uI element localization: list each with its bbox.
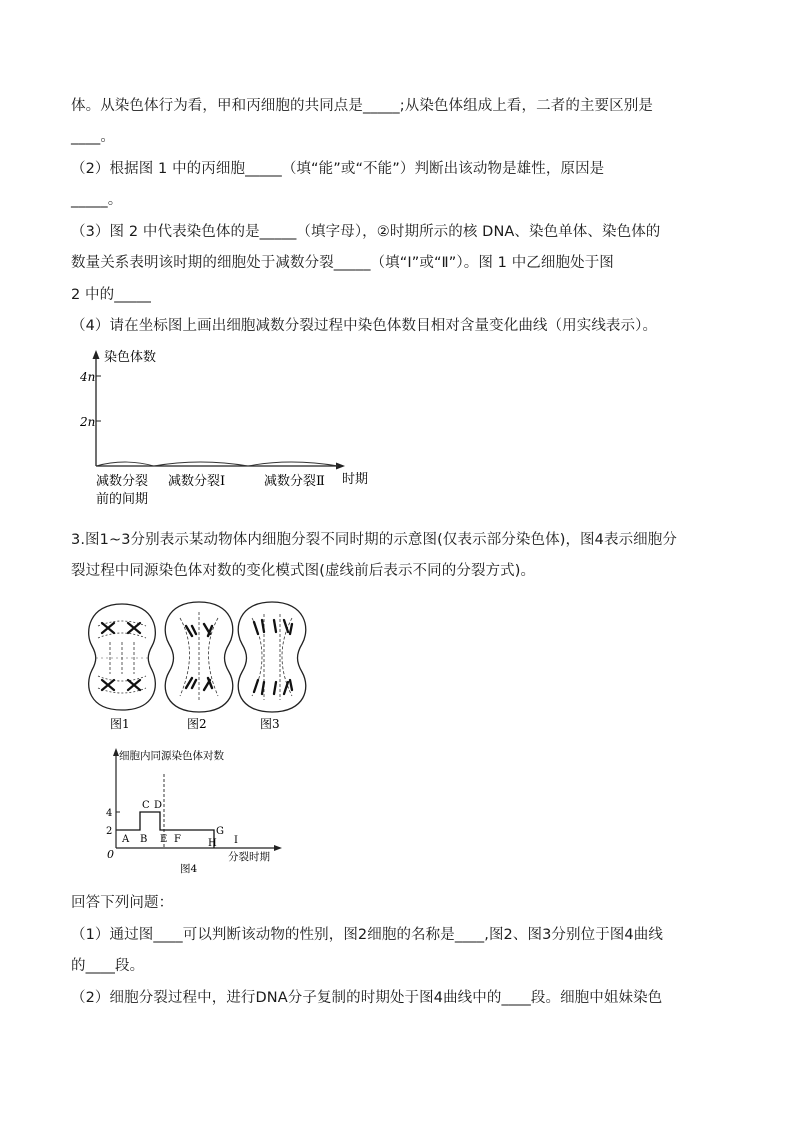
x-axis-label: 时期: [342, 472, 369, 487]
figure-4-chart: [104, 744, 294, 876]
x-category-interphase-1: 减数分裂: [96, 474, 149, 489]
q2-line-8: （4）请在坐标图上画出细胞减数分裂过程中染色体数目相对含量变化曲线（用实线表示）。: [71, 318, 658, 334]
q2-line-3: （2）根据图 1 中的丙细胞_____（填“能”或“不能”）判断出该动物是雄性，原因是: [71, 161, 605, 177]
y-axis-arrow: [93, 350, 100, 359]
y-tick-label-4n: 4n: [80, 370, 96, 384]
chromosome-count-blank-graph: [80, 346, 380, 506]
q2-line-7: 2 中的_____: [71, 287, 151, 303]
q2-line-4: _____。: [71, 192, 123, 208]
fig4-x-axis-label: 分裂时期: [228, 851, 270, 863]
q3-answer-1a: （1）通过图____可以判断该动物的性别，图2细胞的名称是____,图2、图3分别位于图4曲线: [71, 927, 663, 943]
fig4-y-tick-label: 4: [106, 808, 113, 819]
q2-line-2: ____。: [71, 129, 115, 145]
fig4-caption: 图4: [180, 863, 198, 875]
figure-1-caption: 图1: [110, 717, 130, 731]
y-axis-label: 染色体数: [104, 350, 157, 365]
q3-answer-2: （2）细胞分裂过程中，进行DNA分子复制的时期处于图4曲线中的____段。细胞中姐妹染色: [71, 990, 663, 1006]
x-category-meiosis-1: 减数分裂Ⅰ: [168, 474, 226, 489]
fig4-point-label-F: F: [174, 834, 181, 845]
q3-line-2: 裂过程中同源染色体对数的变化模式图(虚线前后表示不同的分裂方式)。: [71, 563, 536, 579]
fig4-point-label-C: C: [142, 800, 150, 811]
cell-division-figures: [84, 598, 314, 733]
fig4-point-label-I: I: [234, 835, 238, 846]
fig4-point-label-H: H: [208, 838, 217, 849]
figure-2-cell: [165, 602, 233, 712]
q3-answer-1b: 的____段。: [71, 958, 145, 974]
figure-2-caption: 图2: [187, 717, 207, 731]
x-category-meiosis-2: 减数分裂Ⅱ: [264, 474, 325, 489]
q3-answer-intro: 回答下列问题：: [71, 895, 174, 911]
x-category-interphase-2: 前的间期: [96, 492, 149, 506]
fig4-point-label-D: D: [154, 800, 163, 811]
figure-1-cell: [89, 604, 156, 710]
fig4-y-tick-label: 2: [106, 826, 113, 837]
fig4-x-axis-arrow: [274, 845, 282, 851]
y-tick-label-2n: 2n: [80, 415, 96, 429]
fig4-point-label-G: G: [216, 826, 224, 837]
fig4-point-label-A: A: [122, 834, 130, 845]
fig4-point-label-E: E: [160, 834, 168, 845]
q3-line-1: 3.图1~3分别表示某动物体内细胞分裂不同时期的示意图(仅表示部分染色体)，图4表示细胞分: [71, 532, 677, 548]
fig4-point-label-B: B: [140, 834, 148, 845]
fig4-origin-label: 0: [107, 848, 114, 861]
fig4-y-axis-label: 细胞内同源染色体对数: [119, 750, 224, 762]
q2-line-6: 数量关系表明该时期的细胞处于减数分裂_____（填“Ⅰ”或“Ⅱ”）。图 1 中乙细胞处于图: [71, 255, 614, 271]
q2-line-5: （3）图 2 中代表染色体的是_____（填字母），②时期所示的核 DNA、染色单体、染色体的: [71, 224, 661, 240]
q2-line-1: 体。从染色体行为看，甲和丙细胞的共同点是_____;从染色体组成上看，二者的主要区别是: [71, 98, 653, 114]
figure-3-cell: [238, 602, 306, 712]
figure-3-caption: 图3: [260, 717, 280, 731]
